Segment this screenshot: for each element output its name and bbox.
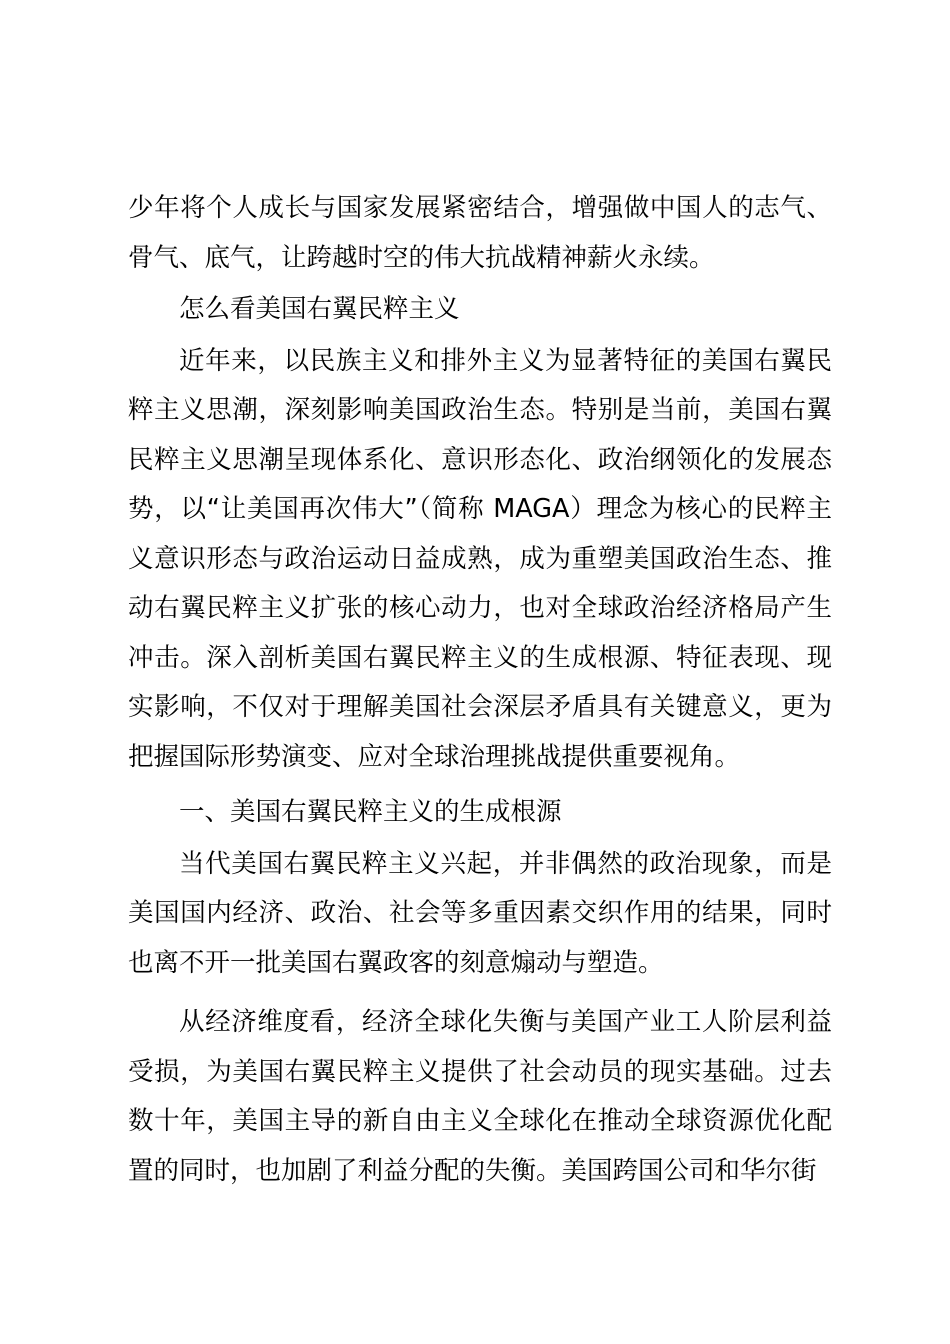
paragraph-origin: 当代美国右翼民粹主义兴起，并非偶然的政治现象，而是美国国内经济、政治、社会等多重因素交织作用的结果，同时也离不开一批美国右翼政客的刻意煽动与塑造。 xyxy=(128,848,832,978)
section-heading: 一、美国右翼民粹主义的生成根源 xyxy=(179,797,562,827)
paragraph-continuation: 少年将个人成长与国家发展紧密结合，增强做中国人的志气、骨气、底气，让跨越时空的伟大抗战精神薪火永续。 xyxy=(128,193,832,273)
paragraph-intro: 近年来，以民族主义和排外主义为显著特征的美国右翼民粹主义思潮，深刻影响美国政治生态。特别是当前，美国右翼民粹主义思潮呈现体系化、意识形态化、政治纲领化的发展态势，以“让美国再次伟大”（简称 MAGA）理念为核心的民粹主义意识形态与政治运动日益成熟，成为重塑美国政治生态、推动右翼民粹主义扩张的核心动力，也对全球政治经济格局产生冲击。深入剖析美国右翼民粹主义的生成根源、特征表现、现实影响，不仅对于理解美国社会深层矛盾具有关键意义，更为把握国际形势演变、应对全球治理挑战提供重要视角。 xyxy=(128,345,832,772)
article-title: 怎么看美国右翼民粹主义 xyxy=(179,294,460,324)
document-body xyxy=(128,184,832,1196)
paragraph-economic: 从经济维度看，经济全球化失衡与美国产业工人阶层利益受损，为美国右翼民粹主义提供了社会动员的现实基础。过去数十年，美国主导的新自由主义全球化在推动全球资源优化配置的同时，也加剧了利益分配的失衡。美国跨国公司和华尔街 xyxy=(128,1007,832,1186)
